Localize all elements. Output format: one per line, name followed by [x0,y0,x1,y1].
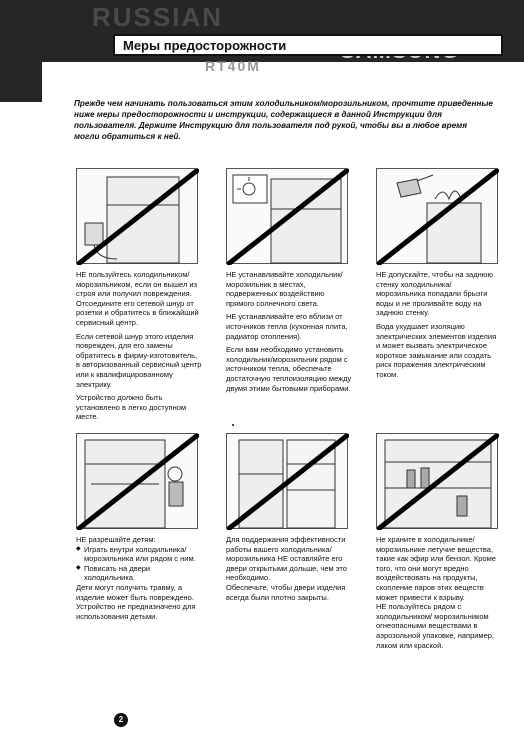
warning-text-5 [226,535,352,606]
warning-2-paragraph-1: НЕ устанавливайте холодильник/ морозильник в местах, подверженных воздействию прямого солнечного света. [226,270,343,308]
scan-dot [232,424,234,426]
illustration-sun [226,168,348,264]
illustration-watering-can [376,168,498,264]
page-title-bar [113,34,503,56]
warning-text-2 [226,270,352,397]
language-tab [0,62,42,149]
intro-text: Прежде чем начинать пользоваться этим холодильником/морозильником, прочтите приведенные ниже меры предосторожности и инструкции, содержащиеся в данной Инструкции для пользователя. Держите Инструкцию для пользователя под рукой, чтобы вы в любое время могли обратиться к ней. [74,99,493,141]
warning-1-paragraph-1: НЕ пользуйтесь холодильником/ морозильником, если он вышел из строя или получил повреждения. Отсоедините его сетевой шнур от розетки и обратитесь в ближайший сервисный центр. [76,270,199,327]
warning-4-after-1: Дети могут получить травму, а изделие может быть повреждено. [76,582,194,602]
warning-4-paragraph-1: НЕ разрешайте детям: [76,535,156,544]
warning-1-paragraph-3: Устройство должно быть установлено в легко доступном месте. [76,393,187,422]
warning-3-paragraph-1: НЕ допускайте, чтобы на заднюю стенку холодильника/ морозильника попадали брызги воды и не проливайте воду на заднюю стенку. [376,270,493,318]
page-number: 2 [114,713,128,727]
open-door-icon [227,434,349,530]
warning-text-1 [76,270,202,426]
illustration-child [76,433,198,529]
warning-4-after-2: Устройство не предназначено для использования детьми. [76,602,196,621]
warning-5-paragraph-2: Обеспечьте, чтобы двери изделия всегда были плотно закрыты. [226,582,346,602]
bottles-icon [377,434,499,530]
illustration-bottles [376,433,498,529]
illustration-open-door [226,433,348,529]
sun-icon [227,169,349,265]
warning-text-3 [376,270,502,384]
warning-5-paragraph-1: Для поддержания эффективности работы вашего холодильника/ морозильника НЕ оставляйте его двери открытыми дольше, чем это необходимо. [226,535,347,583]
warning-2-paragraph-3: Если вам необходимо установить холодильник/морозильник рядом с источником тепла, обеспечьте достаточную теплоизоляцию между двумя этими бытовыми приборами. [226,345,352,393]
page-title: Меры предосторожности [123,38,287,53]
warning-4-bullet-2: ◆ Повисать на двери холодильника. [76,564,202,583]
warning-text-6 [376,535,502,654]
language-badge: RUS [12,132,34,154]
child-icon [77,434,199,530]
watering-can-icon [377,169,499,265]
warning-4-list [76,545,202,583]
warning-6-paragraph-1: Не храните в холодильнике/ морозильнике летучие вещества, такие как эфир или бензол. Кроме того, что они могут вредно воздействовать на продукты, скопление паров этих веществ может привести к взрыву. [376,535,496,602]
warning-3-paragraph-2: Вода ухудшает изоляцию электрических элементов изделия и может вызвать электрическое короткое замыкание или создать риск поражения электрическим током. [376,321,497,379]
warning-1-paragraph-2: Если сетевой шнур этого изделия поврежден, для его замены обратитесь в фирму-изготовитель, в авторизованный сервисный центр или к квалифицированному электрику. [76,331,202,389]
illustration-plug [76,168,198,264]
ghost-text-rt40m: RT40M [205,58,261,74]
plug-icon [77,169,199,265]
warning-6-paragraph-2: НЕ пользуйтесь рядом с холодильником/ морозильником огнеопасными веществами в аэрозольной упаковке, например, лаком или краской. [376,602,495,650]
warning-2-paragraph-2: НЕ устанавливайте его вблизи от источников тепла (кухонная плита, радиатор отопления). [226,312,348,341]
warning-text-4 [76,535,202,625]
warning-4-bullet-1: ◆ Играть внутри холодильника/ морозильника или рядом с ним. [76,545,202,564]
ghost-text-russian: RUSSIAN [92,2,224,32]
